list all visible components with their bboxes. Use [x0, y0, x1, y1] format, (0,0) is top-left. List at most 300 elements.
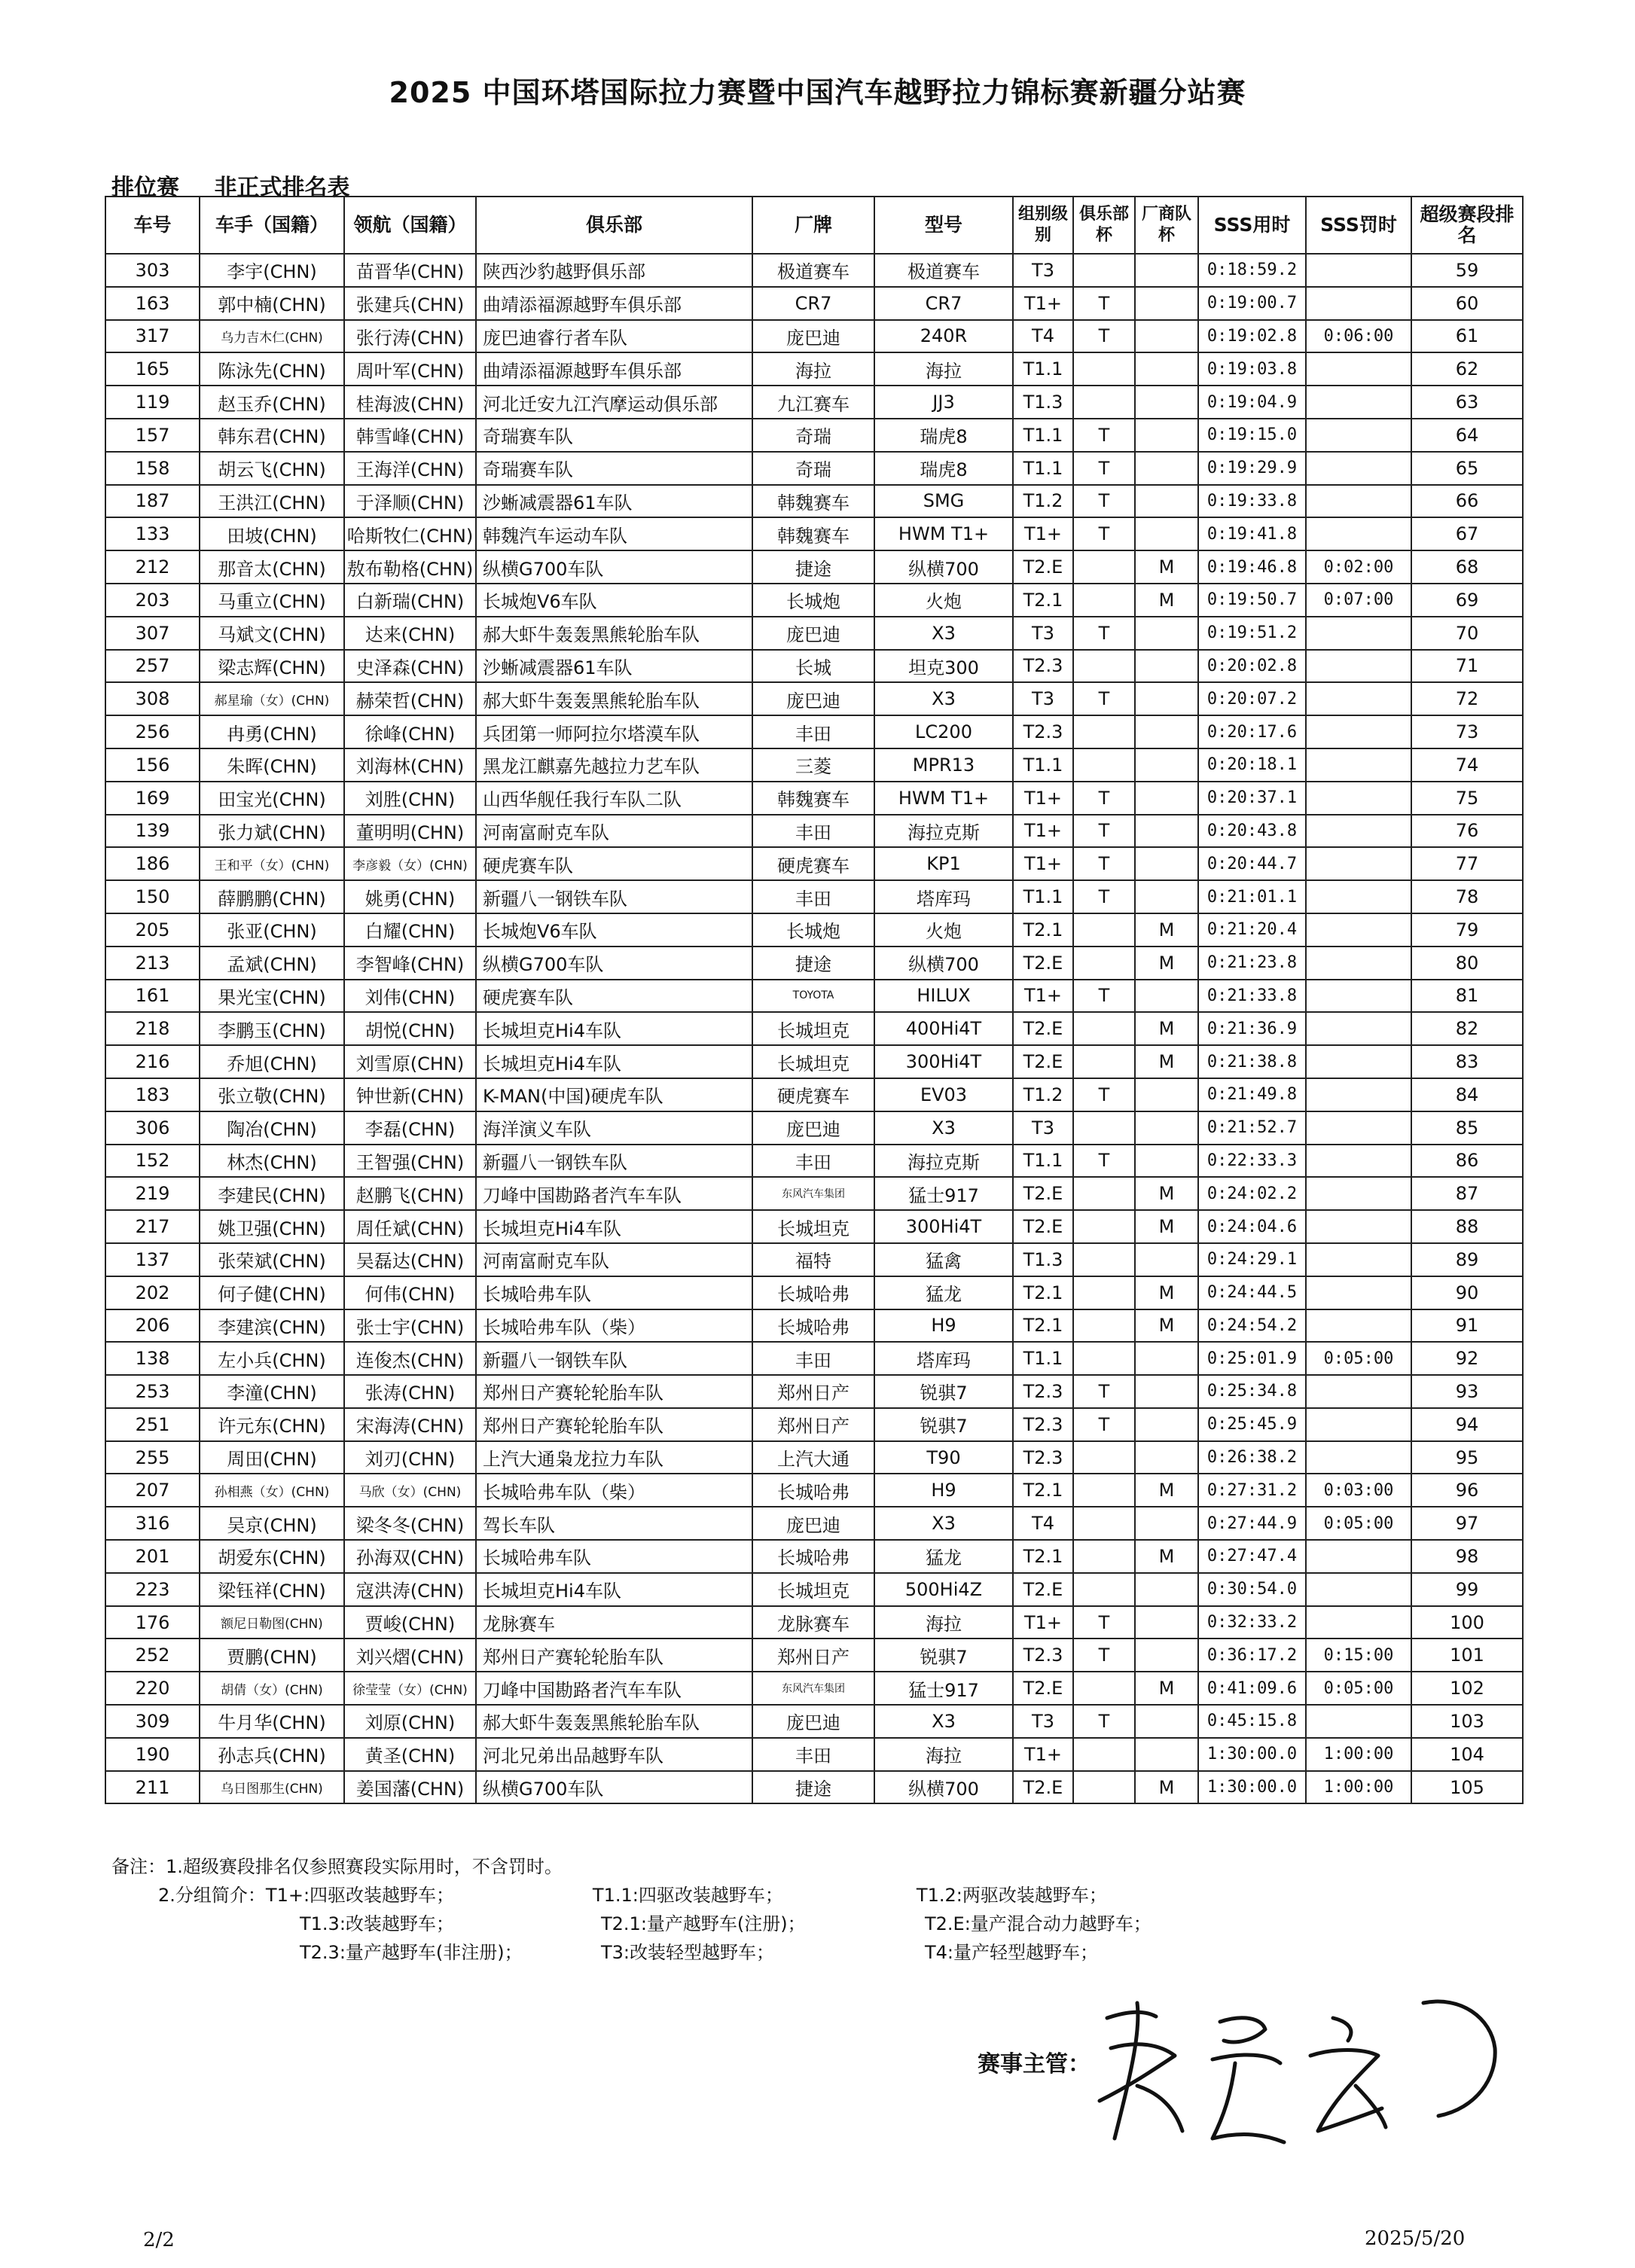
cell-car-number: 218 [105, 1012, 200, 1045]
cell-stage-rank: 93 [1411, 1375, 1523, 1408]
cell-club: 郝大虾牛轰轰黑熊轮胎车队 [476, 682, 752, 715]
cell-sss-time: 0:24:04.6 [1198, 1210, 1306, 1243]
cell-stage-rank: 99 [1411, 1573, 1523, 1606]
header-club: 俱乐部 [476, 197, 752, 254]
cell-manufacturer-cup [1135, 880, 1198, 913]
cell-sss-time: 0:19:46.8 [1198, 550, 1306, 584]
cell-sss-time: 0:20:17.6 [1198, 715, 1306, 748]
cell-class: T2.E [1013, 1177, 1073, 1210]
cell-class: T2.E [1013, 1045, 1073, 1078]
cell-sss-time: 0:25:34.8 [1198, 1375, 1306, 1408]
cell-model: MPR13 [874, 748, 1013, 782]
cell-sss-penalty: 0:05:00 [1306, 1672, 1411, 1705]
cell-driver: 贾鹏(CHN) [200, 1639, 344, 1672]
cell-co-driver: 韩雪峰(CHN) [344, 419, 476, 452]
cell-manufacturer-cup [1135, 1738, 1198, 1771]
cell-club-cup: T [1073, 880, 1135, 913]
cell-stage-rank: 89 [1411, 1243, 1523, 1276]
cell-car-number: 217 [105, 1210, 200, 1243]
table-row [105, 1672, 1523, 1705]
cell-model: 纵横700 [874, 550, 1013, 584]
cell-club: 黑龙江麒嘉先越拉力艺车队 [476, 748, 752, 782]
cell-sss-penalty [1306, 1012, 1411, 1045]
cell-driver: 张立敬(CHN) [200, 1078, 344, 1111]
class-note: T2.3:量产越野车(非注册)； [300, 1942, 523, 1963]
cell-sss-time: 0:19:00.7 [1198, 287, 1306, 320]
cell-sss-time: 0:30:54.0 [1198, 1573, 1306, 1606]
cell-driver: 陈泳先(CHN) [200, 352, 344, 386]
cell-club: 奇瑞赛车队 [476, 419, 752, 452]
cell-sss-time: 0:45:15.8 [1198, 1705, 1306, 1738]
cell-sss-time: 0:19:41.8 [1198, 517, 1306, 550]
cell-stage-rank: 98 [1411, 1540, 1523, 1573]
cell-model: 锐骐7 [874, 1639, 1013, 1672]
cell-sss-time: 1:30:00.0 [1198, 1771, 1306, 1804]
cell-stage-rank: 74 [1411, 748, 1523, 782]
cell-manufacturer-cup: M [1135, 1177, 1198, 1210]
table-row [105, 352, 1523, 386]
cell-driver: 何子健(CHN) [200, 1276, 344, 1309]
table-row [105, 1441, 1523, 1474]
cell-class: T1.1 [1013, 419, 1073, 452]
cell-co-driver: 黄圣(CHN) [344, 1738, 476, 1771]
class-note: T2.E:量产混合动力越野车； [925, 1913, 1152, 1934]
cell-car-number: 316 [105, 1507, 200, 1540]
cell-sss-penalty [1306, 386, 1411, 419]
cell-car-number: 202 [105, 1276, 200, 1309]
cell-class: T1.2 [1013, 1078, 1073, 1111]
cell-sss-penalty [1306, 419, 1411, 452]
cell-manufacturer-cup [1135, 452, 1198, 485]
cell-club-cup: T [1073, 1145, 1135, 1178]
cell-co-driver: 苗晋华(CHN) [344, 254, 476, 287]
cell-driver: 王和平（女）(CHN) [200, 847, 344, 880]
cell-brand: 长城坦克 [752, 1045, 874, 1078]
cell-car-number: 169 [105, 782, 200, 815]
cell-club-cup: T [1073, 782, 1135, 815]
cell-club-cup [1073, 386, 1135, 419]
table-row [105, 980, 1523, 1013]
cell-class: T2.E [1013, 947, 1073, 980]
cell-club-cup: T [1073, 847, 1135, 880]
cell-driver: 孟斌(CHN) [200, 947, 344, 980]
cell-sss-penalty [1306, 782, 1411, 815]
cell-model: 猛龙 [874, 1276, 1013, 1309]
cell-sss-time: 0:27:31.2 [1198, 1474, 1306, 1507]
cell-sss-penalty [1306, 1606, 1411, 1639]
cell-class: T1+ [1013, 847, 1073, 880]
cell-sss-time: 0:27:44.9 [1198, 1507, 1306, 1540]
cell-sss-penalty [1306, 1375, 1411, 1408]
cell-co-driver: 寇洪涛(CHN) [344, 1573, 476, 1606]
cell-sss-time: 0:20:02.8 [1198, 650, 1306, 683]
cell-stage-rank: 95 [1411, 1441, 1523, 1474]
cell-sss-penalty [1306, 517, 1411, 550]
cell-model: 火炮 [874, 913, 1013, 947]
cell-sss-time: 0:19:15.0 [1198, 419, 1306, 452]
cell-club: 硬虎赛车队 [476, 980, 752, 1013]
cell-club-cup [1073, 584, 1135, 617]
cell-car-number: 211 [105, 1771, 200, 1804]
cell-model: 猛士917 [874, 1672, 1013, 1705]
cell-co-driver: 白耀(CHN) [344, 913, 476, 947]
cell-sss-penalty [1306, 1540, 1411, 1573]
cell-car-number: 308 [105, 682, 200, 715]
cell-club-cup [1073, 1243, 1135, 1276]
cell-co-driver: 贾峻(CHN) [344, 1606, 476, 1639]
cell-co-driver: 刘伟(CHN) [344, 980, 476, 1013]
cell-sss-penalty: 0:03:00 [1306, 1474, 1411, 1507]
cell-car-number: 156 [105, 748, 200, 782]
cell-class: T2.1 [1013, 913, 1073, 947]
cell-model: 锐骐7 [874, 1375, 1013, 1408]
cell-car-number: 152 [105, 1145, 200, 1178]
cell-car-number: 158 [105, 452, 200, 485]
cell-co-driver: 李磊(CHN) [344, 1111, 476, 1145]
cell-manufacturer-cup [1135, 650, 1198, 683]
cell-co-driver: 白新瑞(CHN) [344, 584, 476, 617]
cell-model: HWM T1+ [874, 517, 1013, 550]
cell-brand: 长城炮 [752, 913, 874, 947]
cell-sss-time: 0:25:45.9 [1198, 1408, 1306, 1441]
cell-driver: 田坡(CHN) [200, 517, 344, 550]
cell-club-cup [1073, 1573, 1135, 1606]
cell-car-number: 119 [105, 386, 200, 419]
cell-sss-penalty [1306, 1111, 1411, 1145]
cell-co-driver: 董明明(CHN) [344, 815, 476, 848]
cell-sss-penalty [1306, 1210, 1411, 1243]
table-row [105, 1111, 1523, 1145]
cell-brand: 奇瑞 [752, 452, 874, 485]
cell-stage-rank: 82 [1411, 1012, 1523, 1045]
cell-manufacturer-cup: M [1135, 1210, 1198, 1243]
cell-stage-rank: 85 [1411, 1111, 1523, 1145]
header-co-driver: 领航（国籍） [344, 197, 476, 254]
table-row [105, 419, 1523, 452]
cell-model: 瑞虎8 [874, 452, 1013, 485]
cell-brand: 奇瑞 [752, 419, 874, 452]
cell-manufacturer-cup: M [1135, 550, 1198, 584]
table-row [105, 320, 1523, 353]
cell-sss-penalty: 1:00:00 [1306, 1771, 1411, 1804]
cell-club: K-MAN(中国)硬虎车队 [476, 1078, 752, 1111]
cell-club: 郝大虾牛轰轰黑熊轮胎车队 [476, 1705, 752, 1738]
cell-manufacturer-cup: M [1135, 1672, 1198, 1705]
cell-club-cup: T [1073, 1606, 1135, 1639]
cell-driver: 周田(CHN) [200, 1441, 344, 1474]
cell-class: T2.1 [1013, 584, 1073, 617]
notes [111, 1852, 1152, 1967]
cell-model: 海拉 [874, 352, 1013, 386]
cell-sss-time: 0:19:29.9 [1198, 452, 1306, 485]
cell-driver: 梁钰祥(CHN) [200, 1573, 344, 1606]
table-row [105, 1705, 1523, 1738]
class-note: T1+:四驱改装越野车； [265, 1885, 455, 1906]
cell-sss-penalty: 0:05:00 [1306, 1342, 1411, 1375]
cell-co-driver: 哈斯牧仁(CHN) [344, 517, 476, 550]
cell-car-number: 201 [105, 1540, 200, 1573]
cell-car-number: 161 [105, 980, 200, 1013]
cell-sss-time: 0:19:02.8 [1198, 320, 1306, 353]
cell-club-cup [1073, 1441, 1135, 1474]
cell-driver: 胡倩（女）(CHN) [200, 1672, 344, 1705]
cell-club: 海洋演义车队 [476, 1111, 752, 1145]
cell-model: HWM T1+ [874, 782, 1013, 815]
table-header-row [105, 197, 1523, 254]
cell-co-driver: 姚勇(CHN) [344, 880, 476, 913]
cell-club: 新疆八一钢铁车队 [476, 1145, 752, 1178]
cell-stage-rank: 64 [1411, 419, 1523, 452]
cell-model: EV03 [874, 1078, 1013, 1111]
cell-brand: 长城坦克 [752, 1012, 874, 1045]
cell-model: 300Hi4T [874, 1045, 1013, 1078]
cell-sss-penalty [1306, 815, 1411, 848]
class-note: T2.1:量产越野车(注册)； [601, 1913, 806, 1934]
table-row [105, 1573, 1523, 1606]
cell-class: T2.E [1013, 1210, 1073, 1243]
cell-car-number: 138 [105, 1342, 200, 1375]
table-row [105, 1738, 1523, 1771]
cell-car-number: 183 [105, 1078, 200, 1111]
cell-model: JJ3 [874, 386, 1013, 419]
cell-class: T1.3 [1013, 1243, 1073, 1276]
cell-club: 长城坦克Hi4车队 [476, 1210, 752, 1243]
cell-club-cup: T [1073, 617, 1135, 650]
cell-co-driver: 刘胜(CHN) [344, 782, 476, 815]
cell-class: T1+ [1013, 517, 1073, 550]
cell-class: T1.1 [1013, 1145, 1073, 1178]
cell-sss-penalty [1306, 1573, 1411, 1606]
cell-club: 纵横G700车队 [476, 550, 752, 584]
cell-car-number: 139 [105, 815, 200, 848]
cell-model: X3 [874, 682, 1013, 715]
header-driver: 车手（国籍） [200, 197, 344, 254]
cell-class: T2.E [1013, 1672, 1073, 1705]
cell-brand: 硬虎赛车 [752, 847, 874, 880]
cell-car-number: 220 [105, 1672, 200, 1705]
cell-stage-rank: 100 [1411, 1606, 1523, 1639]
cell-club: 沙蜥减震器61车队 [476, 485, 752, 518]
cell-club-cup: T [1073, 452, 1135, 485]
cell-co-driver: 徐峰(CHN) [344, 715, 476, 748]
cell-model: 瑞虎8 [874, 419, 1013, 452]
cell-manufacturer-cup: M [1135, 1771, 1198, 1804]
cell-car-number: 190 [105, 1738, 200, 1771]
cell-co-driver: 何伟(CHN) [344, 1276, 476, 1309]
cell-driver: 马重立(CHN) [200, 584, 344, 617]
cell-club: 长城坦克Hi4车队 [476, 1573, 752, 1606]
cell-car-number: 176 [105, 1606, 200, 1639]
cell-brand: 长城坦克 [752, 1210, 874, 1243]
cell-sss-time: 0:19:51.2 [1198, 617, 1306, 650]
cell-stage-rank: 73 [1411, 715, 1523, 748]
table-row [105, 1507, 1523, 1540]
cell-sss-penalty [1306, 485, 1411, 518]
cell-club-cup: T [1073, 815, 1135, 848]
cell-sss-penalty [1306, 1145, 1411, 1178]
cell-manufacturer-cup [1135, 287, 1198, 320]
cell-club: 长城坦克Hi4车队 [476, 1012, 752, 1045]
cell-co-driver: 王智强(CHN) [344, 1145, 476, 1178]
cell-club-cup [1073, 947, 1135, 980]
cell-sss-penalty [1306, 287, 1411, 320]
cell-class: T2.3 [1013, 1441, 1073, 1474]
cell-class: T2.1 [1013, 1276, 1073, 1309]
table-row [105, 1540, 1523, 1573]
cell-stage-rank: 61 [1411, 320, 1523, 353]
cell-co-driver: 达来(CHN) [344, 617, 476, 650]
cell-stage-rank: 78 [1411, 880, 1523, 913]
cell-driver: 李潼(CHN) [200, 1375, 344, 1408]
cell-driver: 乌力吉木仁(CHN) [200, 320, 344, 353]
cell-model: 猛禽 [874, 1243, 1013, 1276]
table-row [105, 748, 1523, 782]
cell-club-cup [1073, 254, 1135, 287]
cell-driver: 梁志辉(CHN) [200, 650, 344, 683]
cell-stage-rank: 84 [1411, 1078, 1523, 1111]
cell-model: X3 [874, 1705, 1013, 1738]
cell-stage-rank: 60 [1411, 287, 1523, 320]
cell-club-cup: T [1073, 287, 1135, 320]
cell-co-driver: 周任斌(CHN) [344, 1210, 476, 1243]
cell-club: 驾长车队 [476, 1507, 752, 1540]
cell-brand: 福特 [752, 1243, 874, 1276]
cell-club: 河南富耐克车队 [476, 1243, 752, 1276]
cell-stage-rank: 105 [1411, 1771, 1523, 1804]
cell-stage-rank: 102 [1411, 1672, 1523, 1705]
cell-sss-time: 0:41:09.6 [1198, 1672, 1306, 1705]
cell-club-cup [1073, 913, 1135, 947]
cell-class: T3 [1013, 682, 1073, 715]
cell-brand: 丰田 [752, 1342, 874, 1375]
cell-sss-penalty [1306, 352, 1411, 386]
cell-class: T3 [1013, 1705, 1073, 1738]
cell-stage-rank: 77 [1411, 847, 1523, 880]
cell-class: T1.1 [1013, 452, 1073, 485]
cell-brand: 郑州日产 [752, 1408, 874, 1441]
cell-stage-rank: 92 [1411, 1342, 1523, 1375]
cell-stage-rank: 65 [1411, 452, 1523, 485]
note-line-2-prefix: 2.分组简介： [158, 1885, 266, 1906]
cell-stage-rank: 67 [1411, 517, 1523, 550]
cell-co-driver: 孙海双(CHN) [344, 1540, 476, 1573]
cell-model: 猛士917 [874, 1177, 1013, 1210]
cell-class: T2.E [1013, 550, 1073, 584]
cell-driver: 田宝光(CHN) [200, 782, 344, 815]
cell-sss-time: 0:20:37.1 [1198, 782, 1306, 815]
cell-club-cup: T [1073, 682, 1135, 715]
cell-model: 猛龙 [874, 1540, 1013, 1573]
cell-class: T2.3 [1013, 1639, 1073, 1672]
cell-class: T2.3 [1013, 1375, 1073, 1408]
cell-club-cup [1073, 1111, 1135, 1145]
cell-class: T3 [1013, 1111, 1073, 1145]
cell-manufacturer-cup [1135, 782, 1198, 815]
cell-car-number: 133 [105, 517, 200, 550]
cell-sss-penalty: 0:15:00 [1306, 1639, 1411, 1672]
cell-sss-time: 0:21:36.9 [1198, 1012, 1306, 1045]
table-row [105, 584, 1523, 617]
cell-manufacturer-cup [1135, 980, 1198, 1013]
cell-sss-time: 0:22:33.3 [1198, 1145, 1306, 1178]
cell-sss-penalty [1306, 650, 1411, 683]
cell-class: T1.1 [1013, 352, 1073, 386]
cell-club: 郑州日产赛轮轮胎车队 [476, 1408, 752, 1441]
cell-sss-penalty: 0:06:00 [1306, 320, 1411, 353]
cell-brand: 长城炮 [752, 584, 874, 617]
cell-class: T2.E [1013, 1012, 1073, 1045]
cell-club-cup [1073, 550, 1135, 584]
table-row [105, 1243, 1523, 1276]
table-row [105, 1210, 1523, 1243]
cell-sss-penalty: 0:02:00 [1306, 550, 1411, 584]
cell-club: 长城炮V6车队 [476, 584, 752, 617]
cell-co-driver: 马欣（女）(CHN) [344, 1474, 476, 1507]
cell-car-number: 307 [105, 617, 200, 650]
cell-model: 400Hi4T [874, 1012, 1013, 1045]
cell-car-number: 223 [105, 1573, 200, 1606]
header-club-cup: 俱乐部杯 [1073, 197, 1135, 254]
cell-class: T2.3 [1013, 650, 1073, 683]
cell-brand: 丰田 [752, 715, 874, 748]
cell-driver: 林杰(CHN) [200, 1145, 344, 1178]
cell-brand: 庞巴迪 [752, 1507, 874, 1540]
cell-sss-penalty: 0:05:00 [1306, 1507, 1411, 1540]
supervisor-label: 赛事主管： [978, 2051, 1091, 2077]
cell-club: 河北兄弟出品越野车队 [476, 1738, 752, 1771]
cell-sss-penalty [1306, 1309, 1411, 1343]
cell-club: 河北迁安九江汽摩运动俱乐部 [476, 386, 752, 419]
cell-stage-rank: 103 [1411, 1705, 1523, 1738]
cell-car-number: 186 [105, 847, 200, 880]
cell-class: T1.1 [1013, 880, 1073, 913]
cell-driver: 牛月华(CHN) [200, 1705, 344, 1738]
table-row [105, 485, 1523, 518]
cell-brand: 上汽大通 [752, 1441, 874, 1474]
cell-stage-rank: 75 [1411, 782, 1523, 815]
cell-manufacturer-cup [1135, 847, 1198, 880]
cell-co-driver: 姜国藩(CHN) [344, 1771, 476, 1804]
cell-model: HILUX [874, 980, 1013, 1013]
cell-driver: 张力斌(CHN) [200, 815, 344, 848]
table-row [105, 517, 1523, 550]
cell-brand: 长城坦克 [752, 1573, 874, 1606]
cell-brand: 捷途 [752, 947, 874, 980]
cell-co-driver: 刘刃(CHN) [344, 1441, 476, 1474]
cell-manufacturer-cup [1135, 1342, 1198, 1375]
cell-sss-time: 0:24:54.2 [1198, 1309, 1306, 1343]
cell-model: X3 [874, 1507, 1013, 1540]
table-row [105, 550, 1523, 584]
cell-car-number: 252 [105, 1639, 200, 1672]
cell-sss-penalty [1306, 847, 1411, 880]
cell-stage-rank: 71 [1411, 650, 1523, 683]
cell-sss-time: 0:25:01.9 [1198, 1342, 1306, 1375]
cell-model: H9 [874, 1309, 1013, 1343]
cell-co-driver: 宋海涛(CHN) [344, 1408, 476, 1441]
cell-club: 刀峰中国勘路者汽车车队 [476, 1672, 752, 1705]
cell-manufacturer-cup [1135, 1078, 1198, 1111]
cell-club: 上汽大通枭龙拉力车队 [476, 1441, 752, 1474]
cell-model: 纵横700 [874, 947, 1013, 980]
table-row [105, 1408, 1523, 1441]
cell-driver: 左小兵(CHN) [200, 1342, 344, 1375]
cell-manufacturer-cup [1135, 682, 1198, 715]
cell-brand: 庞巴迪 [752, 617, 874, 650]
cell-brand: 丰田 [752, 1738, 874, 1771]
cell-model: 240R [874, 320, 1013, 353]
cell-co-driver: 梁冬冬(CHN) [344, 1507, 476, 1540]
